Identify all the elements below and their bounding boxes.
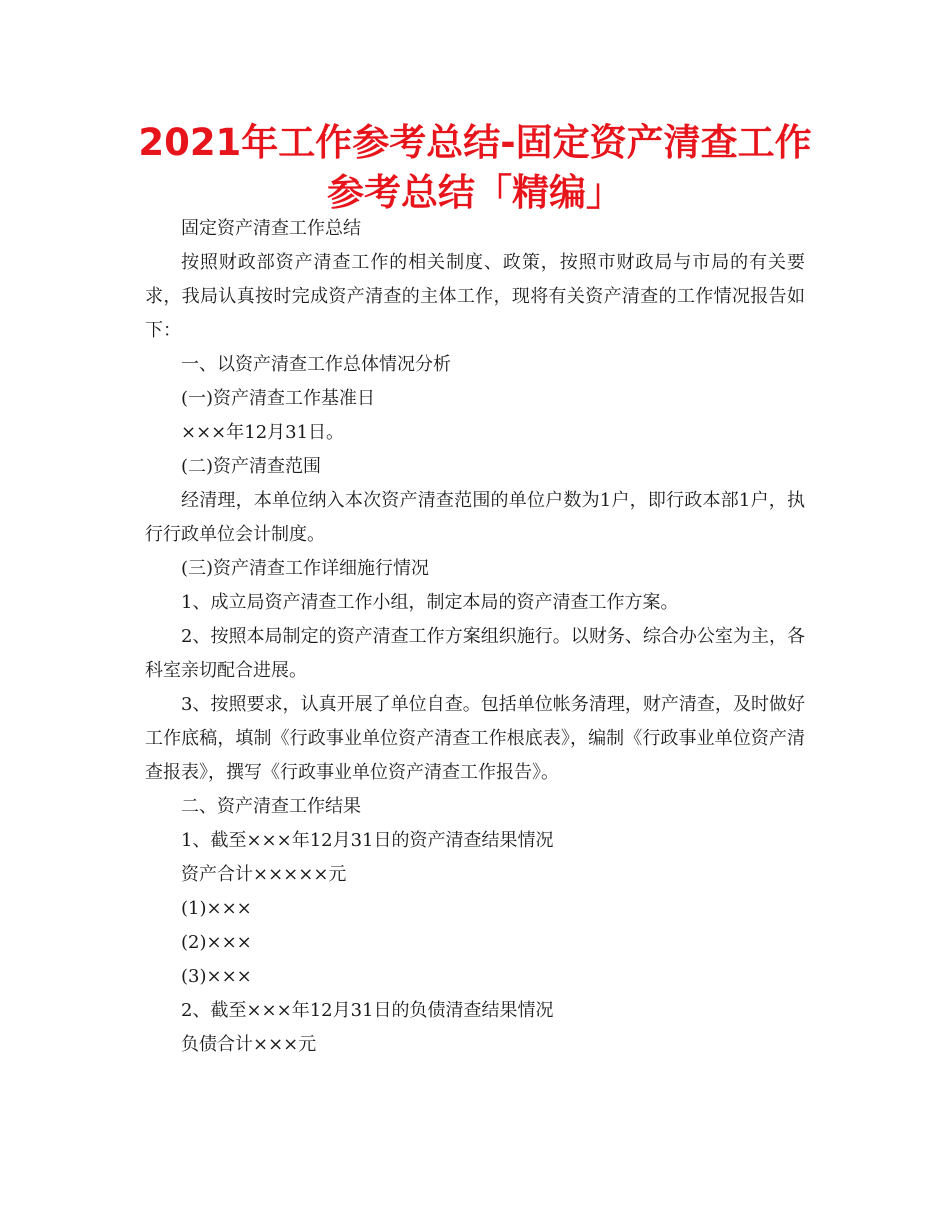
list-item: (2)××× bbox=[181, 932, 252, 953]
subsection-heading-3: (三)资产清查工作详细施行情况 bbox=[181, 558, 430, 579]
list-item: 3、按照要求，认真开展了单位自查。包括单位帐务清理，财产清查，及时做好工作底稿，填制《行政事业单位资产清查工作根底表》，编制《行政事业单位资产清查报表》，撰写《行政事业单位资产清查工作报告》。 bbox=[145, 694, 805, 783]
paragraph-base-date: ×××年12月31日。 bbox=[181, 422, 345, 443]
document-body bbox=[145, 212, 805, 1062]
list-item: (1)××× bbox=[181, 898, 252, 919]
document-title: 2021年工作参考总结-固定资产清查工作参考总结「精编」 bbox=[138, 121, 812, 214]
section-heading-2: 二、资产清查工作结果 bbox=[181, 796, 361, 817]
subsection-heading-1: (一)资产清查工作基准日 bbox=[181, 388, 376, 409]
list-item: 2、按照本局制定的资产清查工作方案组织施行。以财务、综合办公室为主，各科室亲切配合进展。 bbox=[145, 626, 805, 681]
subsection-heading-2: (二)资产清查范围 bbox=[181, 456, 322, 477]
list-item: (3)××× bbox=[181, 966, 252, 987]
section-heading-1: 一、以资产清查工作总体情况分析 bbox=[181, 354, 451, 375]
paragraph-asset-total: 资产合计×××××元 bbox=[181, 864, 347, 885]
paragraph-subtitle: 固定资产清查工作总结 bbox=[181, 218, 361, 239]
list-item: 1、成立局资产清查工作小组，制定本局的资产清查工作方案。 bbox=[181, 592, 679, 613]
paragraph-intro: 按照财政部资产清查工作的相关制度、政策，按照市财政局与市局的有关要求，我局认真按时完成资产清查的主体工作，现将有关资产清查的工作情况报告如下： bbox=[145, 252, 805, 341]
paragraph-liability-total: 负债合计×××元 bbox=[181, 1034, 317, 1055]
list-item: 1、截至×××年12月31日的资产清查结果情况 bbox=[181, 830, 554, 851]
paragraph-scope: 经清理，本单位纳入本次资产清查范围的单位户数为1户，即行政本部1户，执行行政单位会计制度。 bbox=[145, 490, 805, 545]
list-item: 2、截至×××年12月31日的负债清查结果情况 bbox=[181, 1000, 554, 1021]
